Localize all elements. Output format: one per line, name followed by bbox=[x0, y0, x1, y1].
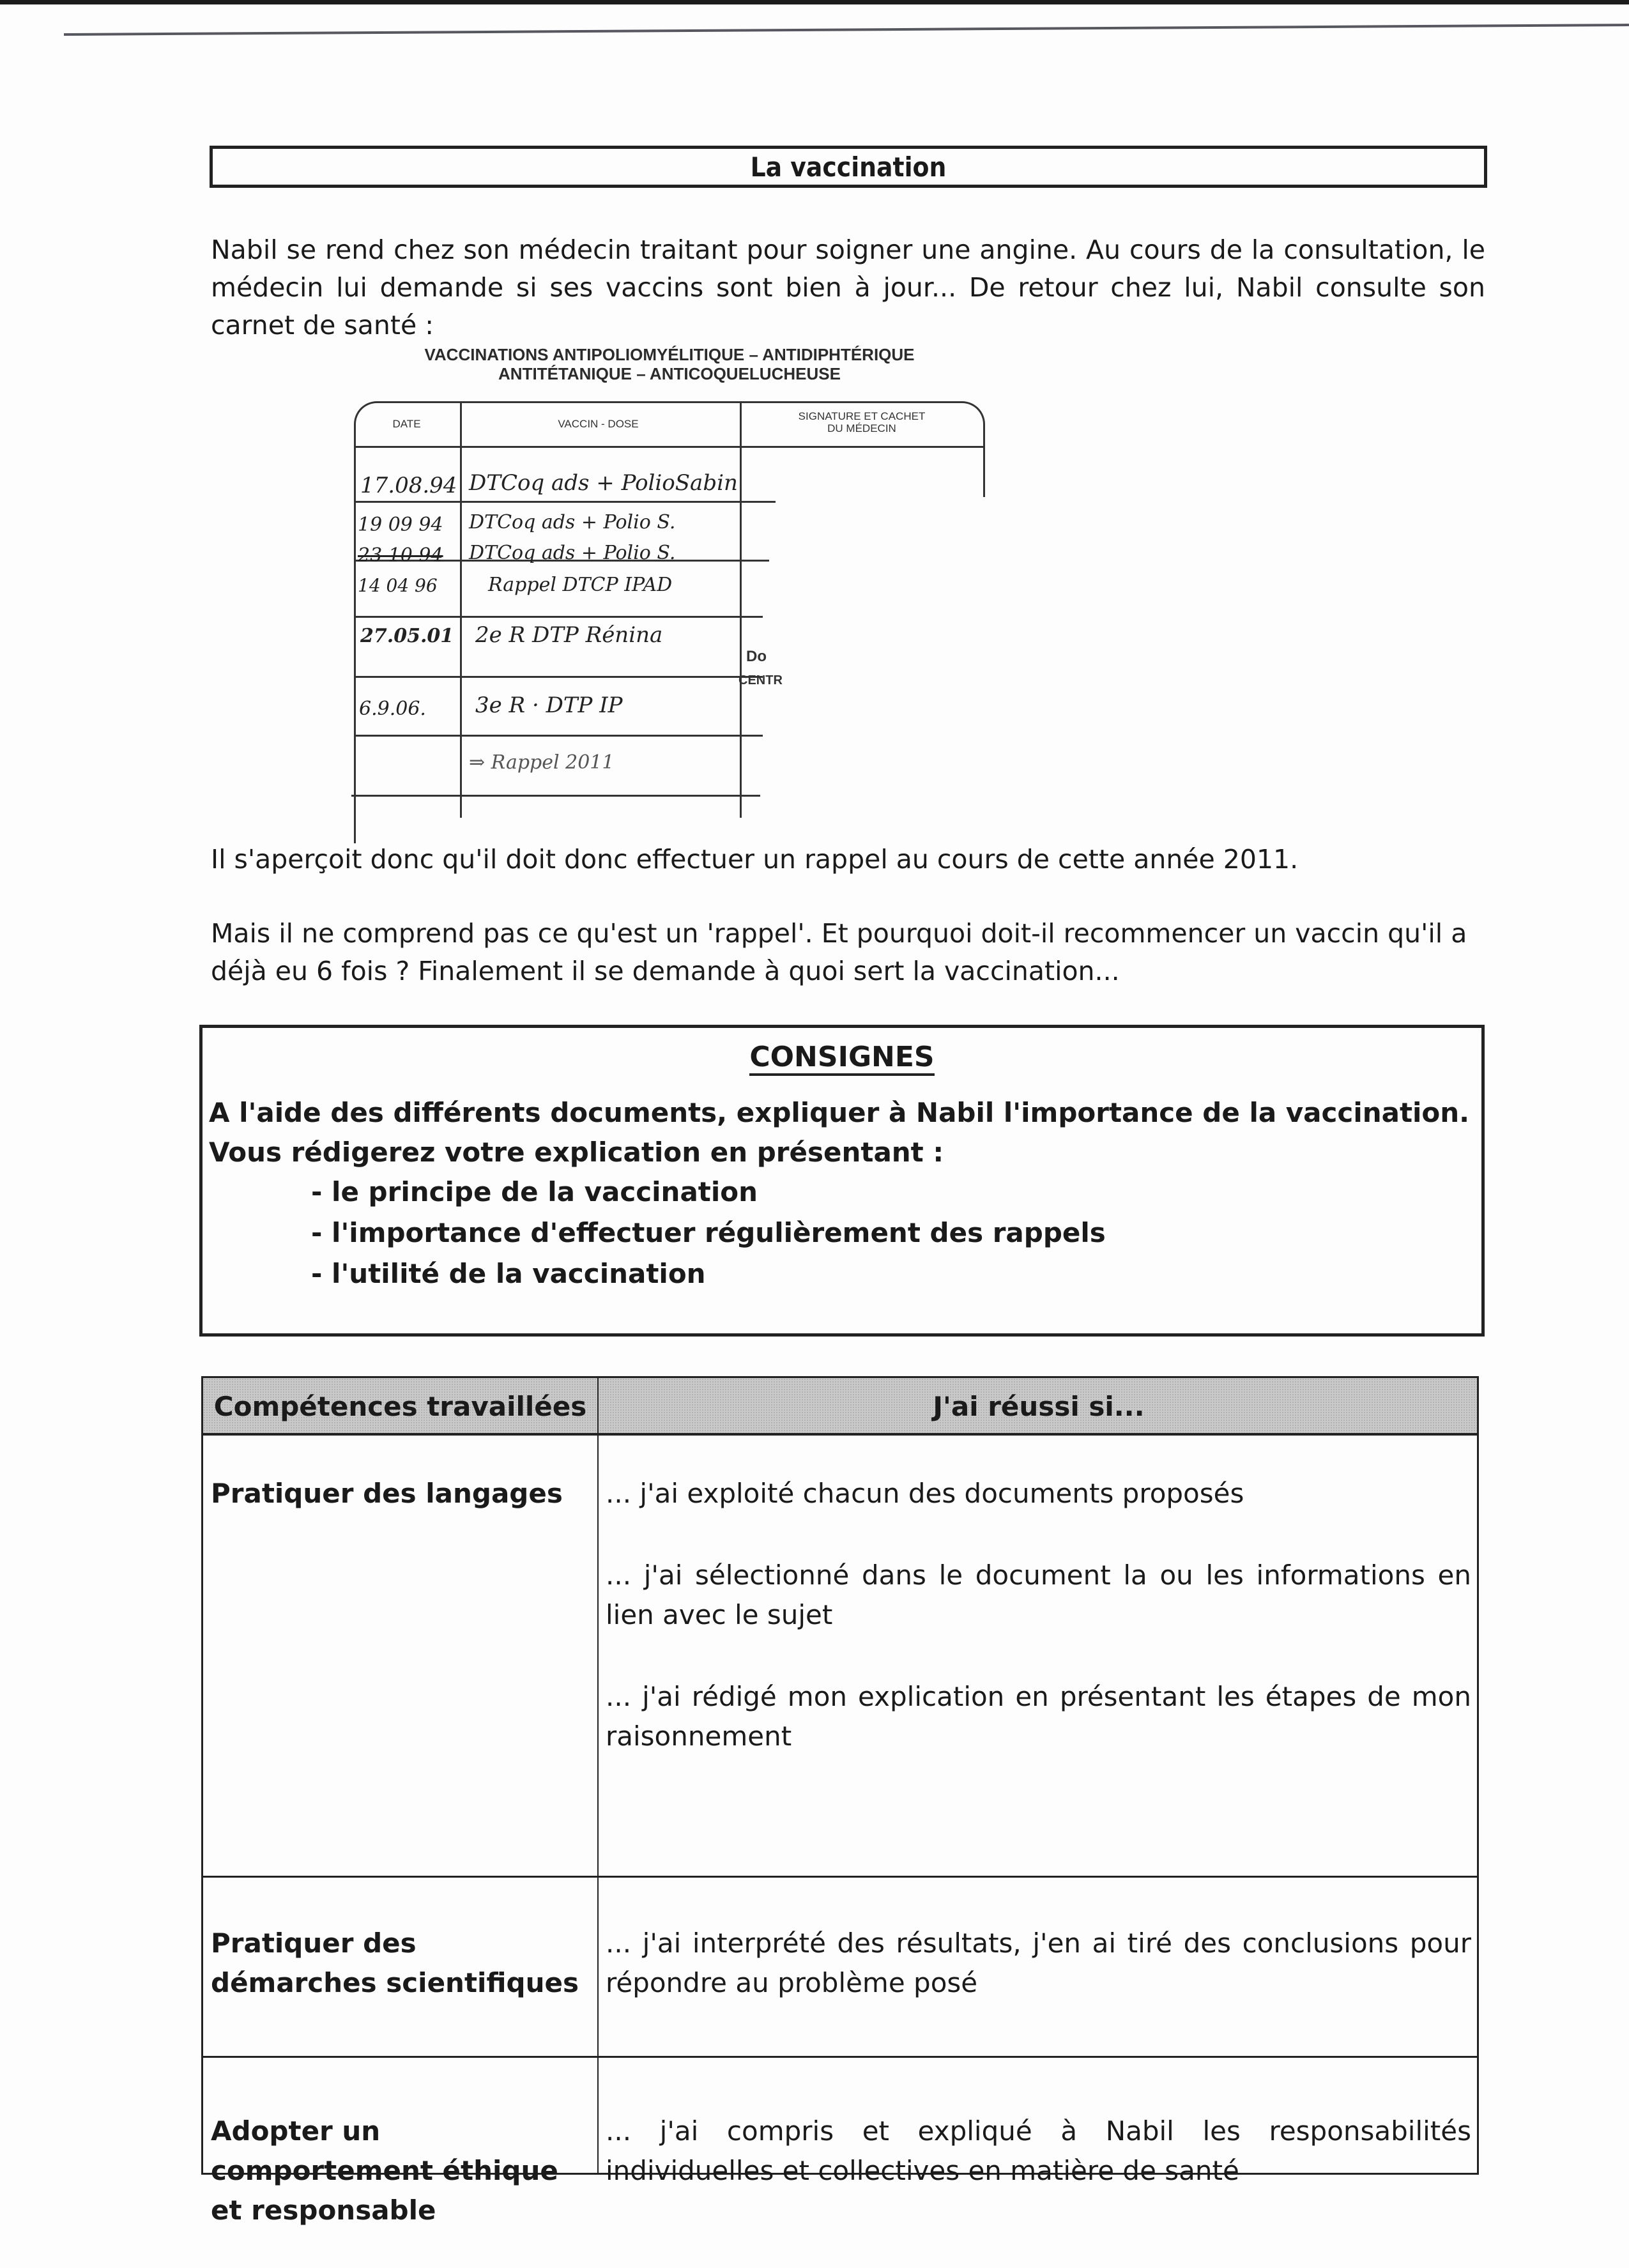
title-box bbox=[210, 146, 1487, 188]
col-header-date: DATE bbox=[392, 418, 421, 430]
table-hline bbox=[354, 501, 776, 503]
instructions-bullet: - l'importance d'effectuer régulièrement des rappels bbox=[311, 1217, 1106, 1248]
paragraph-rappel: Il s'aperçoit donc qu'il doit donc effectuer un rappel au cours de cette année 2011. bbox=[211, 844, 1299, 875]
table-row bbox=[203, 2058, 1477, 2226]
instructions-line: A l'aide des différents documents, expliquer à Nabil l'importance de la vaccination. bbox=[209, 1097, 1470, 1128]
stamp-fragment: Do bbox=[746, 648, 767, 665]
intro-paragraph: Nabil se rend chez son médecin traitant pour soigner une angine. Au cours de la consultation, le médecin lui demande si ses vaccins sont bien à jour... De retour chez lui, Nabil consulte son carnet de santé : bbox=[211, 234, 1485, 341]
table-vline bbox=[354, 427, 356, 843]
col-header-signature-line1: SIGNATURE ET CACHET bbox=[798, 410, 926, 422]
instructions-title-text: CONSIGNES bbox=[749, 1041, 934, 1076]
entry-date: 14 04 96 bbox=[358, 575, 438, 596]
entry-date: 6.9.06. bbox=[359, 698, 426, 720]
entry-date: 23 10 94 bbox=[358, 544, 443, 567]
health-record-heading bbox=[350, 345, 989, 383]
criteria-list bbox=[606, 2111, 1471, 2233]
header-competences: Compétences travaillées bbox=[213, 1391, 587, 1422]
criteria-list bbox=[606, 1924, 1471, 2045]
table-hline bbox=[354, 616, 763, 618]
table-row bbox=[203, 1878, 1477, 2058]
competences-table bbox=[201, 1376, 1479, 2226]
competence-label: Adopter un comportement éthique et responsable bbox=[211, 2115, 558, 2226]
scan-edge bbox=[0, 0, 1629, 4]
competence-label: Pratiquer des langages bbox=[211, 1478, 563, 1509]
table-hline bbox=[354, 735, 763, 737]
entry-vaccin: DTCoq ads + PolioSabin bbox=[469, 470, 738, 496]
entry-date: 17.08.94 bbox=[360, 473, 457, 498]
entry-vaccin: Rappel DTCP IPAD bbox=[488, 574, 673, 596]
scan-artifact-line bbox=[64, 24, 1629, 36]
criterion: ... j'ai sélectionné dans le document la ou les informations en lien avec le sujet bbox=[606, 1559, 1471, 1630]
instructions-bullet: - l'utilité de la vaccination bbox=[311, 1258, 706, 1289]
col-header-signature bbox=[740, 410, 983, 434]
table-vline bbox=[740, 401, 742, 818]
entry-vaccin: 3e R · DTP IP bbox=[475, 693, 623, 718]
health-record-scan bbox=[350, 345, 989, 818]
header-reussi: J'ai réussi si... bbox=[933, 1391, 1145, 1422]
vaccination-table bbox=[354, 401, 986, 818]
table-hline bbox=[351, 795, 760, 797]
page-title: La vaccination bbox=[750, 151, 947, 183]
criterion: ... j'ai exploité chacun des documents proposés bbox=[606, 1478, 1244, 1509]
instructions-bullet: - le principe de la vaccination bbox=[311, 1176, 758, 1207]
entry-vaccin: DTCoq ads + Polio S. bbox=[469, 542, 676, 564]
entry-date: 19 09 94 bbox=[358, 514, 443, 536]
criterion: ... j'ai compris et expliqué à Nabil les responsabilités individuelles et collectives en matière de santé bbox=[606, 2115, 1471, 2186]
stamp-fragment: CENTR bbox=[738, 673, 783, 687]
competences-table-header bbox=[203, 1378, 1477, 1436]
criterion: ... j'ai interprété des résultats, j'en ai tiré des conclusions pour répondre au problème posé bbox=[606, 1927, 1471, 1998]
criteria-list bbox=[606, 1474, 1471, 1798]
table-vline bbox=[983, 427, 985, 497]
entry-date: 27.05.01 bbox=[360, 625, 454, 647]
col-header-signature-line2: DU MÉDECIN bbox=[827, 422, 896, 434]
entry-vaccin: 2e R DTP Rénina bbox=[475, 622, 663, 648]
table-row bbox=[203, 1436, 1477, 1878]
competence-label: Pratiquer des démarches scientifiques bbox=[211, 1927, 579, 1998]
entry-vaccin: ⇒ Rappel 2011 bbox=[469, 751, 615, 774]
entry-vaccin: DTCoq ads + Polio S. bbox=[469, 511, 676, 533]
table-hline bbox=[354, 446, 985, 448]
paragraph-question: Mais il ne comprend pas ce qu'est un 'rappel'. Et pourquoi doit-il recommencer un vaccin qu'il a déjà eu 6 fois ? Finalement il se demande à quoi sert la vaccination... bbox=[211, 918, 1467, 986]
instructions-box bbox=[199, 1025, 1485, 1337]
col-header-vaccin: VACCIN - DOSE bbox=[558, 418, 639, 430]
table-vline bbox=[460, 401, 462, 818]
health-record-heading-line1: VACCINATIONS ANTIPOLIOMYÉLITIQUE – ANTIDIPHTÉRIQUE bbox=[424, 345, 915, 364]
table-hline bbox=[354, 676, 763, 678]
instructions-line: Vous rédigerez votre explication en présentant : bbox=[209, 1137, 944, 1168]
instructions-title bbox=[203, 1041, 1481, 1073]
health-record-heading-line2: ANTITÉTANIQUE – ANTICOQUELUCHEUSE bbox=[498, 364, 841, 383]
criterion: ... j'ai rédigé mon explication en présentant les étapes de mon raisonnement bbox=[606, 1681, 1471, 1752]
